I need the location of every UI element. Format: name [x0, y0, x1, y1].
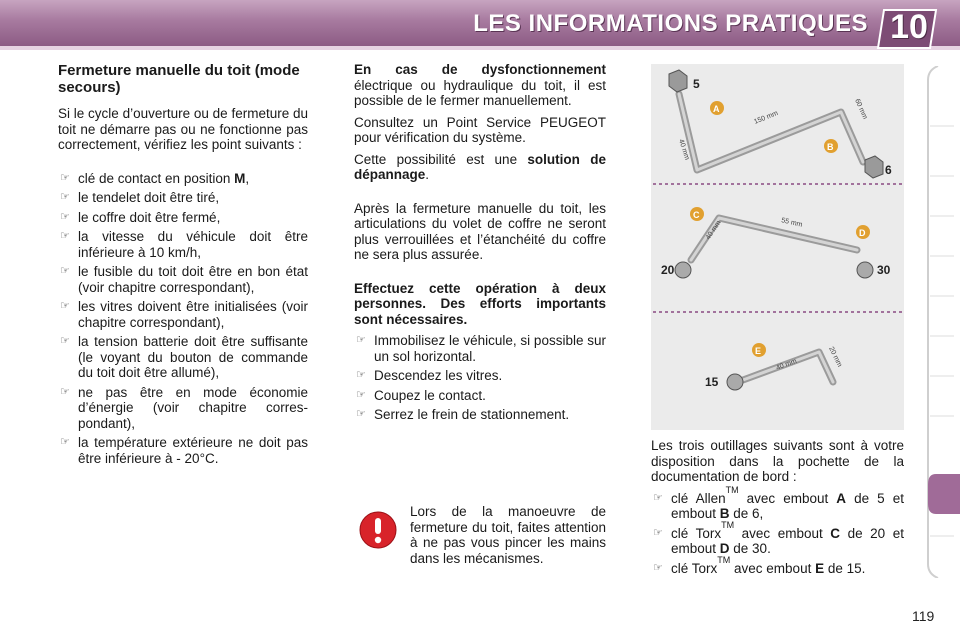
tools-list	[651, 485, 905, 577]
section-heading: Fermeture manuelle du toit (mode secours)	[58, 62, 300, 96]
bullet-hand-icon: ☞	[60, 436, 70, 448]
tool3-dim1: 40 mm	[775, 357, 798, 372]
emergency-pre: Cette possibilité est une	[354, 151, 528, 167]
tool1-dim3: 60 mm	[853, 97, 869, 121]
checklist-item: ☞ le tendelet doit être tiré,	[60, 190, 220, 205]
checklist	[58, 171, 308, 467]
steps-list	[354, 333, 606, 423]
bullet-hand-icon: ☞	[356, 408, 366, 420]
bullet-hand-icon: ☞	[356, 388, 366, 401]
torx-bit-20-icon	[675, 262, 691, 278]
tool3-start-label: 15	[705, 375, 719, 389]
step-item: ☞ Serrez le frein de stationnement.	[356, 407, 570, 422]
bullet-hand-icon: ☞	[60, 191, 70, 203]
page-title: LES INFORMATIONS PRATIQUES	[473, 10, 868, 37]
tool1-end-label: 6	[885, 163, 892, 177]
chapter-number: 10	[890, 8, 928, 46]
bullet-hand-icon: ☞	[653, 561, 663, 574]
tool2-start-label: 20	[661, 263, 675, 277]
hex-bit-5-icon	[669, 70, 687, 92]
tool2-c-label: C	[693, 210, 700, 220]
bullet-hand-icon: ☞	[60, 210, 70, 223]
two-person-notice: Effectuez cette opération à deux personnes. Des efforts importants sont nécessaires.	[354, 280, 606, 327]
page-number: 119	[912, 608, 935, 624]
torx-bit-30-icon	[857, 262, 873, 278]
bullet-hand-icon: ☞	[653, 491, 663, 504]
emergency-post: .	[425, 167, 430, 182]
malfunction-paragraph	[354, 62, 606, 109]
tool-item: ☞ clé Torx™ avec embout C de 20 et embout D de 30.	[653, 520, 905, 556]
tool2-d-label: D	[859, 228, 866, 238]
malfunction-rest: électrique ou hydraulique du toit, il est possible de le fermer manuellement.	[354, 77, 606, 108]
bullet-hand-icon: ☞	[653, 526, 663, 539]
tool1-dim1: 40 mm	[677, 138, 691, 161]
tool1-b-label: B	[827, 142, 834, 152]
checklist-item: ☞ les vitres doivent être initialisées (voir chapitre correspondant),	[60, 299, 308, 330]
header-line	[0, 46, 960, 50]
service-paragraph: Consultez un Point Service PEUGEOT pour vérification du système.	[354, 114, 606, 145]
chapter-tab-rail	[924, 66, 960, 578]
bullet-hand-icon: ☞	[356, 369, 366, 381]
tool3-dim2: 20 mm	[827, 345, 843, 369]
tool1-start-label: 5	[693, 77, 700, 91]
tool-item: ☞ clé Torx™ avec embout E de 15.	[653, 555, 866, 576]
malfunction-lead: En cas de dysfonctionnement	[354, 62, 606, 77]
bullet-hand-icon: ☞	[60, 171, 70, 184]
warning-exclamation-icon	[358, 510, 398, 550]
tool1-a-label: A	[713, 104, 720, 114]
column-closing-procedure	[58, 62, 308, 470]
checklist-item: ☞ le coffre doit être fermé,	[60, 209, 221, 225]
column-malfunction	[354, 62, 606, 427]
checklist-item: ☞ la tension batterie doit être suffisante (le voyant du bouton de commande du toit doit être allumé),	[60, 334, 308, 380]
bullet-hand-icon: ☞	[60, 385, 70, 398]
tools-intro: Les trois outillages suivants sont à votre disposition dans la pochette de la documentation de bord :	[651, 438, 904, 484]
bullet-hand-icon: ☞	[60, 265, 70, 277]
tools-drawing	[651, 64, 904, 430]
emergency-bold: solution de dépannage	[354, 151, 606, 182]
tool2-dim2: 55 mm	[780, 217, 803, 229]
page-header	[0, 0, 960, 58]
bullet-hand-icon: ☞	[60, 230, 70, 242]
bullet-hand-icon: ☞	[60, 335, 70, 347]
checklist-item: ☞ le fusible du toit doit être en bon état (voir chapitre correspondant),	[60, 264, 308, 295]
tool3-e-label: E	[755, 346, 762, 356]
torx-bit-15-icon	[727, 374, 743, 390]
step-item: ☞ Immobilisez le véhicule, si possible sur un sol horizontal.	[356, 333, 606, 364]
bullet-hand-icon: ☞	[356, 334, 366, 346]
tool2-dim1: 40 mm	[704, 219, 723, 242]
after-closing-paragraph: Après la fermeture manuelle du toit, les articulations du volet de coffre ne seront plus verrouillées et l’étanchéité du coffre ne sera plus assurée.	[354, 200, 606, 262]
tool-item: ☞ clé Allen™ avec embout A de 5 et embout B de 6,	[653, 485, 904, 521]
tool1-dim2: 150 mm	[753, 109, 780, 126]
checklist-item: ☞ la vitesse du véhicule doit être inférieure à 10 km/h,	[60, 229, 308, 260]
allen-key-tool	[669, 70, 883, 178]
checklist-item: ☞ ne pas être en mode économie d’énergie (voir chapitre corres-pondant),	[60, 384, 308, 431]
bullet-hand-icon: ☞	[60, 300, 70, 312]
tool2-end-label: 30	[877, 263, 891, 277]
intro-paragraph: Si le cycle d’ouverture ou de fermeture du toit ne démarre pas ou ne fonctionne pas correctement, vérifiez les point suivants :	[58, 106, 308, 152]
checklist-item: ☞ la température extérieure ne doit pas être inférieure à - 20°C.	[60, 435, 308, 466]
warning-text: Lors de la manoeuvre de fermeture du toit, faites attention à ne pas vous pincer les mains dans les mécanismes.	[410, 504, 606, 566]
step-item: ☞ Coupez le contact.	[356, 387, 486, 403]
emergency-paragraph	[354, 152, 606, 183]
warning-box	[356, 504, 606, 574]
checklist-item: ☞ clé de contact en position M,	[60, 170, 250, 186]
step-item: ☞ Descendez les vitres.	[356, 368, 503, 383]
column-tools	[651, 438, 904, 580]
hex-bit-6-icon	[865, 156, 883, 178]
torx-key-tool-20-30	[675, 207, 873, 278]
tools-illustration	[651, 64, 904, 430]
